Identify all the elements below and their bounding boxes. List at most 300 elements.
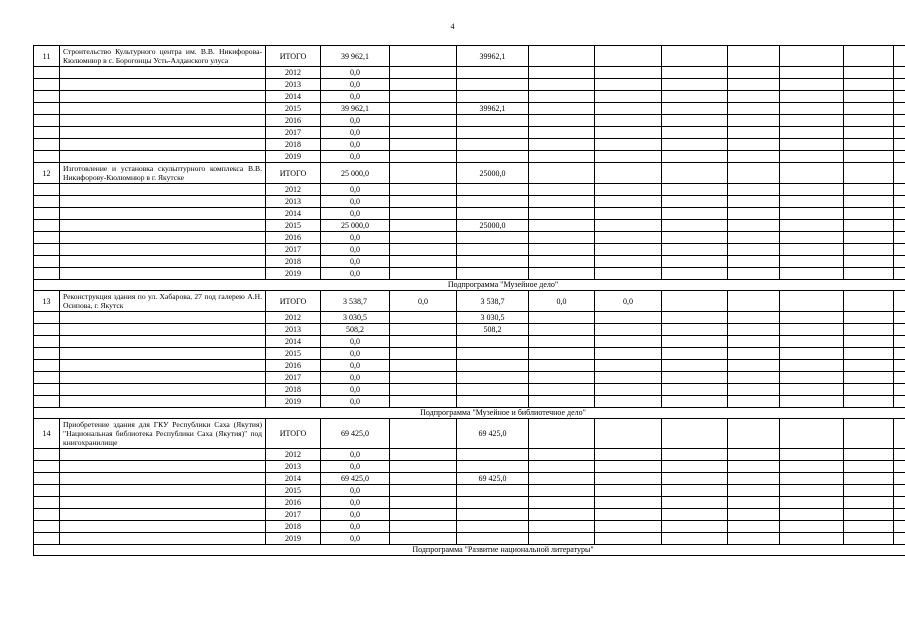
value-cell	[457, 79, 529, 91]
empty-cell	[844, 232, 894, 244]
empty-cell	[894, 139, 905, 151]
empty-cell	[728, 232, 780, 244]
value-cell	[529, 521, 595, 533]
empty-cell	[662, 232, 728, 244]
empty-cell	[894, 533, 905, 545]
table-row	[34, 208, 905, 220]
value-cell	[390, 485, 457, 497]
project-description	[60, 384, 266, 396]
period-label: 2016	[266, 360, 321, 372]
value-cell	[529, 372, 595, 384]
empty-cell	[894, 312, 905, 324]
empty-cell	[844, 46, 894, 67]
value-cell: 25000,0	[457, 220, 529, 232]
row-number	[34, 324, 60, 336]
value-cell	[390, 103, 457, 115]
value-cell	[595, 103, 662, 115]
period-label: ИТОГО	[266, 419, 321, 449]
value-cell: 0,0	[321, 360, 390, 372]
empty-cell	[728, 497, 780, 509]
empty-cell	[844, 220, 894, 232]
value-cell	[595, 184, 662, 196]
empty-cell	[844, 127, 894, 139]
value-cell	[595, 533, 662, 545]
empty-cell	[780, 67, 844, 79]
value-cell	[457, 497, 529, 509]
row-number	[34, 312, 60, 324]
value-cell	[595, 449, 662, 461]
subprogram-row	[34, 408, 905, 419]
value-cell: 0,0	[321, 91, 390, 103]
value-cell	[390, 67, 457, 79]
row-number: 12	[34, 163, 60, 184]
empty-cell	[844, 256, 894, 268]
empty-cell	[728, 127, 780, 139]
row-number	[34, 232, 60, 244]
table-row	[34, 473, 905, 485]
table-row	[34, 115, 905, 127]
value-cell: 0,0	[595, 291, 662, 312]
subprogram-row	[34, 280, 905, 291]
period-label: ИТОГО	[266, 46, 321, 67]
value-cell	[390, 312, 457, 324]
empty-cell	[780, 336, 844, 348]
period-label: 2019	[266, 268, 321, 280]
project-description	[60, 372, 266, 384]
table-row	[34, 67, 905, 79]
empty-cell	[780, 91, 844, 103]
empty-cell	[662, 449, 728, 461]
empty-cell	[728, 348, 780, 360]
empty-cell	[780, 291, 844, 312]
period-label: 2013	[266, 324, 321, 336]
empty-cell	[662, 79, 728, 91]
value-cell	[457, 115, 529, 127]
project-description	[60, 127, 266, 139]
value-cell	[457, 509, 529, 521]
value-cell	[390, 268, 457, 280]
value-cell	[529, 196, 595, 208]
value-cell: 39 962,1	[321, 103, 390, 115]
empty-cell	[844, 291, 894, 312]
project-description	[60, 473, 266, 485]
value-cell: 0,0	[321, 256, 390, 268]
empty-cell	[844, 312, 894, 324]
value-cell	[390, 232, 457, 244]
value-cell: 69 425,0	[321, 473, 390, 485]
value-cell	[595, 461, 662, 473]
empty-cell	[780, 312, 844, 324]
empty-cell	[894, 184, 905, 196]
value-cell: 69 425,0	[457, 419, 529, 449]
project-description	[60, 312, 266, 324]
table-row	[34, 163, 905, 184]
empty-cell	[780, 127, 844, 139]
value-cell	[457, 396, 529, 408]
value-cell: 0,0	[321, 139, 390, 151]
empty-cell	[780, 256, 844, 268]
period-label: 2015	[266, 485, 321, 497]
table-row	[34, 127, 905, 139]
project-description	[60, 220, 266, 232]
value-cell	[529, 79, 595, 91]
empty-cell	[662, 256, 728, 268]
period-label: 2013	[266, 196, 321, 208]
row-number	[34, 336, 60, 348]
value-cell	[390, 473, 457, 485]
empty-cell	[728, 324, 780, 336]
value-cell: 25 000,0	[321, 163, 390, 184]
empty-cell	[728, 91, 780, 103]
value-cell: 508,2	[321, 324, 390, 336]
row-number	[34, 348, 60, 360]
row-number	[34, 79, 60, 91]
row-number	[34, 208, 60, 220]
empty-cell	[894, 521, 905, 533]
project-description	[60, 348, 266, 360]
value-cell: 0,0	[529, 291, 595, 312]
value-cell	[595, 372, 662, 384]
value-cell: 0,0	[321, 348, 390, 360]
value-cell: 3 030,5	[321, 312, 390, 324]
table-row	[34, 509, 905, 521]
row-number: 13	[34, 291, 60, 312]
value-cell	[529, 103, 595, 115]
value-cell	[390, 79, 457, 91]
empty-cell	[780, 384, 844, 396]
table-row	[34, 79, 905, 91]
value-cell	[390, 184, 457, 196]
value-cell	[529, 163, 595, 184]
period-label: 2012	[266, 184, 321, 196]
empty-cell	[662, 67, 728, 79]
empty-cell	[728, 268, 780, 280]
empty-cell	[844, 336, 894, 348]
empty-cell	[662, 268, 728, 280]
empty-cell	[780, 184, 844, 196]
row-number	[34, 372, 60, 384]
empty-cell	[780, 151, 844, 163]
empty-cell	[662, 115, 728, 127]
value-cell: 0,0	[321, 336, 390, 348]
project-description	[60, 497, 266, 509]
period-label: 2017	[266, 127, 321, 139]
value-cell	[390, 461, 457, 473]
period-label: 2016	[266, 115, 321, 127]
project-description	[60, 232, 266, 244]
value-cell	[529, 232, 595, 244]
value-cell	[390, 533, 457, 545]
value-cell	[457, 372, 529, 384]
empty-cell	[662, 461, 728, 473]
project-description	[60, 268, 266, 280]
value-cell	[529, 461, 595, 473]
table-row	[34, 497, 905, 509]
empty-cell	[662, 91, 728, 103]
value-cell: 0,0	[321, 115, 390, 127]
value-cell	[529, 449, 595, 461]
value-cell	[595, 509, 662, 521]
value-cell	[529, 91, 595, 103]
period-label: 2018	[266, 139, 321, 151]
empty-cell	[894, 497, 905, 509]
empty-cell	[894, 324, 905, 336]
empty-cell	[780, 103, 844, 115]
empty-cell	[662, 291, 728, 312]
value-cell	[457, 461, 529, 473]
empty-cell	[894, 127, 905, 139]
empty-cell	[844, 67, 894, 79]
empty-cell	[894, 220, 905, 232]
value-cell	[595, 79, 662, 91]
period-label: 2014	[266, 91, 321, 103]
empty-cell	[780, 396, 844, 408]
value-cell	[529, 419, 595, 449]
table-row	[34, 419, 905, 449]
period-label: 2018	[266, 384, 321, 396]
empty-cell	[728, 196, 780, 208]
empty-cell	[844, 384, 894, 396]
period-label: ИТОГО	[266, 291, 321, 312]
empty-cell	[728, 485, 780, 497]
empty-cell	[844, 473, 894, 485]
value-cell	[390, 449, 457, 461]
empty-cell	[728, 151, 780, 163]
empty-cell	[844, 485, 894, 497]
value-cell	[457, 268, 529, 280]
empty-cell	[662, 485, 728, 497]
empty-cell	[894, 449, 905, 461]
row-number	[34, 461, 60, 473]
value-cell	[595, 208, 662, 220]
period-label: 2012	[266, 449, 321, 461]
table-row	[34, 268, 905, 280]
empty-cell	[894, 244, 905, 256]
subprogram-title: Подпрограмма "Развитие национальной литературы"	[34, 545, 905, 556]
value-cell	[595, 91, 662, 103]
table-row	[34, 461, 905, 473]
row-number	[34, 396, 60, 408]
value-cell	[529, 336, 595, 348]
empty-cell	[894, 67, 905, 79]
table-row	[34, 46, 905, 67]
empty-cell	[844, 244, 894, 256]
value-cell	[457, 151, 529, 163]
value-cell: 0,0	[321, 461, 390, 473]
table-row	[34, 384, 905, 396]
empty-cell	[662, 151, 728, 163]
empty-cell	[780, 232, 844, 244]
empty-cell	[780, 521, 844, 533]
table-row	[34, 232, 905, 244]
value-cell	[457, 348, 529, 360]
empty-cell	[780, 79, 844, 91]
value-cell	[529, 184, 595, 196]
row-number	[34, 196, 60, 208]
row-number	[34, 151, 60, 163]
empty-cell	[780, 533, 844, 545]
table-row	[34, 91, 905, 103]
value-cell	[595, 360, 662, 372]
project-description	[60, 360, 266, 372]
empty-cell	[844, 497, 894, 509]
empty-cell	[662, 184, 728, 196]
value-cell	[390, 396, 457, 408]
value-cell: 0,0	[321, 79, 390, 91]
empty-cell	[728, 336, 780, 348]
value-cell	[595, 67, 662, 79]
value-cell	[390, 419, 457, 449]
value-cell	[457, 232, 529, 244]
row-number	[34, 497, 60, 509]
empty-cell	[894, 384, 905, 396]
period-label: 2017	[266, 372, 321, 384]
project-description	[60, 91, 266, 103]
empty-cell	[894, 509, 905, 521]
empty-cell	[780, 115, 844, 127]
empty-cell	[780, 244, 844, 256]
value-cell	[595, 115, 662, 127]
empty-cell	[844, 139, 894, 151]
row-number	[34, 67, 60, 79]
value-cell	[457, 533, 529, 545]
row-number	[34, 220, 60, 232]
value-cell	[595, 312, 662, 324]
value-cell	[529, 139, 595, 151]
empty-cell	[780, 220, 844, 232]
row-number	[34, 184, 60, 196]
empty-cell	[728, 67, 780, 79]
value-cell: 25 000,0	[321, 220, 390, 232]
empty-cell	[894, 151, 905, 163]
empty-cell	[844, 208, 894, 220]
value-cell	[457, 208, 529, 220]
empty-cell	[728, 139, 780, 151]
empty-cell	[844, 79, 894, 91]
project-description	[60, 208, 266, 220]
period-label: 2014	[266, 208, 321, 220]
project-description	[60, 533, 266, 545]
value-cell: 69 425,0	[321, 419, 390, 449]
row-number	[34, 449, 60, 461]
empty-cell	[780, 509, 844, 521]
table-row	[34, 256, 905, 268]
value-cell	[529, 244, 595, 256]
project-description	[60, 184, 266, 196]
value-cell	[390, 372, 457, 384]
value-cell	[457, 360, 529, 372]
empty-cell	[780, 324, 844, 336]
empty-cell	[844, 151, 894, 163]
row-number	[34, 360, 60, 372]
period-label: 2019	[266, 151, 321, 163]
value-cell	[390, 91, 457, 103]
project-description	[60, 449, 266, 461]
empty-cell	[844, 461, 894, 473]
empty-cell	[662, 46, 728, 67]
value-cell	[595, 336, 662, 348]
empty-cell	[844, 196, 894, 208]
value-cell	[457, 244, 529, 256]
value-cell	[390, 384, 457, 396]
period-label: 2017	[266, 509, 321, 521]
empty-cell	[728, 384, 780, 396]
value-cell: 25000,0	[457, 163, 529, 184]
project-description	[60, 509, 266, 521]
row-number	[34, 533, 60, 545]
period-label: 2013	[266, 461, 321, 473]
project-description	[60, 67, 266, 79]
budget-table	[33, 45, 905, 556]
value-cell	[595, 268, 662, 280]
project-description: Строительство Культурного центра им. В.В. Никифорова-Кюлюмнюр в с. Борогонцы Усть-Алданского улуса	[60, 46, 266, 67]
value-cell: 3 030,5	[457, 312, 529, 324]
value-cell	[595, 151, 662, 163]
table-row	[34, 449, 905, 461]
empty-cell	[894, 208, 905, 220]
empty-cell	[780, 208, 844, 220]
empty-cell	[728, 244, 780, 256]
empty-cell	[728, 46, 780, 67]
empty-cell	[894, 291, 905, 312]
value-cell	[457, 256, 529, 268]
value-cell: 0,0	[321, 127, 390, 139]
table-row	[34, 336, 905, 348]
empty-cell	[894, 79, 905, 91]
empty-cell	[728, 256, 780, 268]
table-row	[34, 360, 905, 372]
value-cell	[529, 46, 595, 67]
value-cell	[529, 312, 595, 324]
empty-cell	[728, 521, 780, 533]
empty-cell	[662, 324, 728, 336]
empty-cell	[894, 372, 905, 384]
value-cell	[595, 497, 662, 509]
empty-cell	[662, 533, 728, 545]
value-cell	[595, 256, 662, 268]
project-description	[60, 336, 266, 348]
value-cell	[457, 485, 529, 497]
empty-cell	[894, 360, 905, 372]
value-cell: 508,2	[457, 324, 529, 336]
value-cell: 0,0	[321, 268, 390, 280]
empty-cell	[780, 268, 844, 280]
value-cell: 39962,1	[457, 46, 529, 67]
value-cell	[457, 91, 529, 103]
table-row	[34, 521, 905, 533]
project-description	[60, 79, 266, 91]
empty-cell	[894, 485, 905, 497]
period-label: 2018	[266, 256, 321, 268]
table-row	[34, 348, 905, 360]
value-cell: 3 538,7	[457, 291, 529, 312]
value-cell	[390, 46, 457, 67]
value-cell	[595, 521, 662, 533]
empty-cell	[894, 473, 905, 485]
empty-cell	[728, 184, 780, 196]
page-number: 4	[450, 22, 455, 31]
value-cell	[457, 184, 529, 196]
value-cell: 0,0	[321, 449, 390, 461]
subprogram-row	[34, 545, 905, 556]
period-label: 2015	[266, 348, 321, 360]
project-description	[60, 151, 266, 163]
empty-cell	[780, 372, 844, 384]
period-label: 2014	[266, 473, 321, 485]
project-description	[60, 115, 266, 127]
value-cell: 69 425,0	[457, 473, 529, 485]
value-cell	[529, 67, 595, 79]
